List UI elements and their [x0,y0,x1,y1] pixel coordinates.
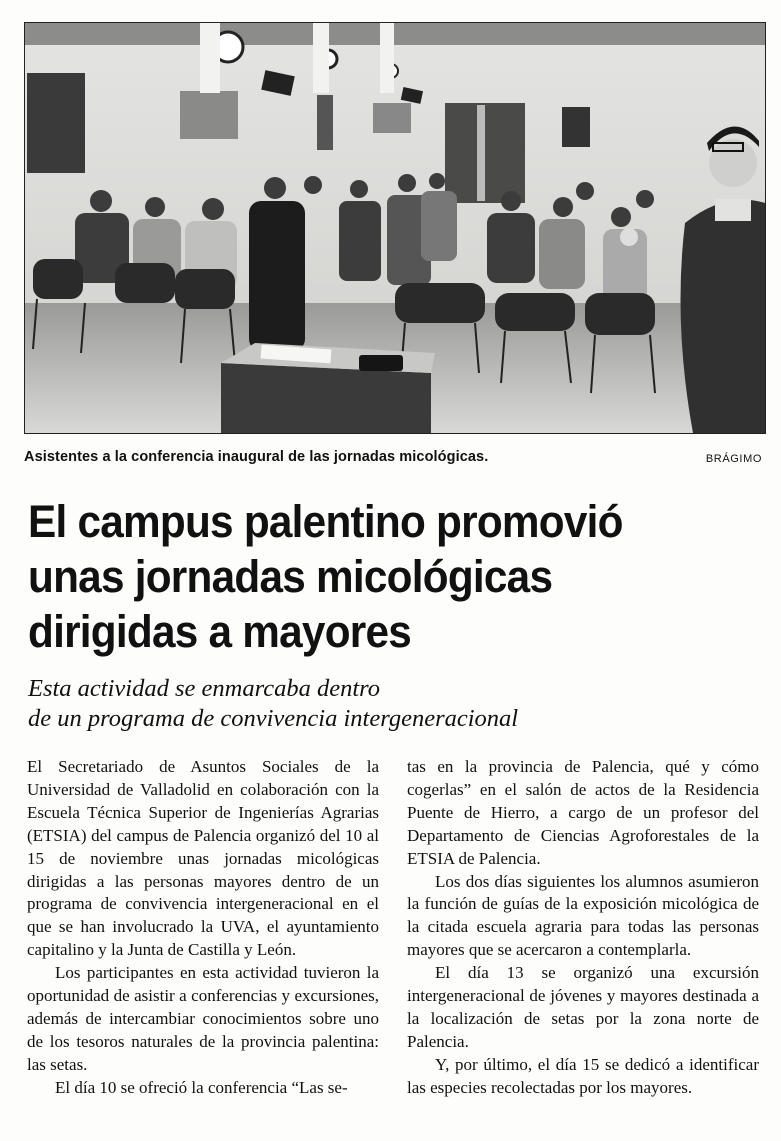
conference-photo-icon [25,23,765,433]
body-column-left [27,756,379,1100]
headline-line: El campus palentino promovió [28,496,623,547]
body-paragraph: El día 10 se ofreció la conferencia “Las se- [55,1077,348,1097]
photo-caption [24,449,764,471]
body-paragraph: El Secretariado de Asuntos Sociales de la Universidad de Valladolid en colaboración con la Escuela Técnica Superior de Ingenierías Agrarias (ETSIA) del campus de Palencia organizó del 10 al 15 de noviembre unas jornadas micológicas dirigidas a las personas mayores dentro de un programa de convivencia intergeneracional en el que se han involucrado la UVA, el ayuntamiento capitalino y la Junta de Castilla y León. [27,757,379,960]
headline-line: dirigidas a mayores [28,606,412,657]
body-column-right [407,756,759,1100]
subheadline-line: de un programa de convivencia intergeneracional [28,705,519,732]
photo-credit: BRÁGIMO [705,453,762,465]
body-paragraph: El día 13 se organizó una excursión intergeneracional de jóvenes y mayores destinada a la localización de setas por la zona norte de Palencia. [407,963,759,1051]
subheadline [28,674,768,734]
body-paragraph: Los participantes en esta actividad tuvieron la oportunidad de asistir a conferencias y excursiones, además de intercambiar conocimientos sobre uno de los tesoros naturales de la provincia palentina: las setas. [27,963,379,1074]
conference-photo [24,22,766,434]
subheadline-line: Esta actividad se enmarcaba dentro [28,675,381,702]
headline [28,494,724,659]
body-paragraph: tas en la provincia de Palencia, qué y cómo cogerlas” en el salón de actos de la Residencia Puente de Hierro, a cargo de un profesor del Departamento de Ciencias Agroforestales de la ETSIA de Palencia. [407,757,759,868]
body-paragraph: Los dos días siguientes los alumnos asumieron la función de guías de la exposición micológica de la citada escuela agraria para todas las personas mayores que se acercaron a contemplarla. [407,871,759,960]
headline-line: unas jornadas micológicas [28,551,553,602]
body-paragraph: Y, por último, el día 15 se dedicó a identificar las especies recolectadas por los mayores. [407,1054,759,1097]
caption-text: Asistentes a la conferencia inaugural de las jornadas micológicas. [24,449,489,465]
